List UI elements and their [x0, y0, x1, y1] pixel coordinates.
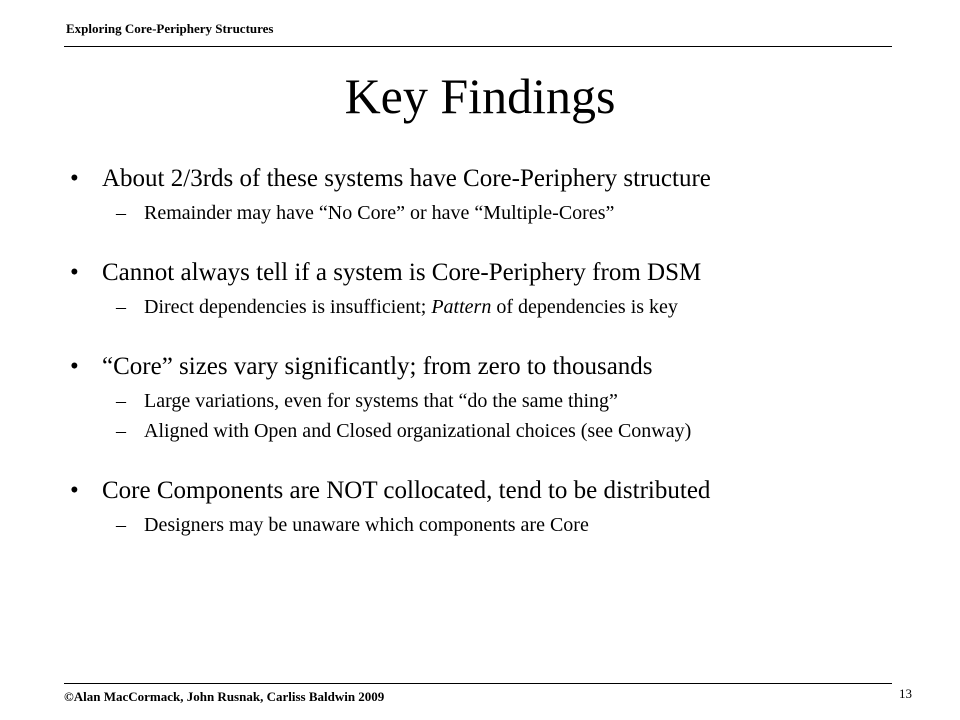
- footer-divider: [64, 683, 892, 684]
- sub-bullet-item: – Aligned with Open and Closed organizational choices (see Conway): [70, 416, 930, 446]
- header-divider: [64, 46, 892, 47]
- header-title: Exploring Core-Periphery Structures: [66, 21, 274, 36]
- sub-bullet-text: Direct dependencies is insufficient;: [144, 296, 432, 318]
- sub-bullet-item: – Remainder may have “No Core” or have “Multiple-Cores”: [70, 198, 930, 228]
- slide-title: Key Findings: [344, 68, 616, 124]
- footer-copyright: ©Alan MacCormack, John Rusnak, Carliss Baldwin 2009: [64, 689, 385, 704]
- sub-bullet-item: – Designers may be unaware which components are Core: [70, 510, 930, 540]
- bullet-item: • Core Components are NOT collocated, tend to be distributed: [70, 472, 930, 510]
- bullet-item: • About 2/3rds of these systems have Core-Periphery structure: [70, 160, 930, 198]
- sub-bullet-emphasis: Pattern: [431, 296, 492, 318]
- sub-bullet-text: of dependencies is key: [491, 296, 678, 318]
- sub-bullet-item: [70, 292, 930, 322]
- sub-bullet-item: – Large variations, even for systems that “do the same thing”: [70, 386, 930, 416]
- bullet-item: • Cannot always tell if a system is Core-Periphery from DSM: [70, 254, 930, 292]
- slide-content: [70, 160, 930, 540]
- bullet-item: • “Core” sizes vary significantly; from zero to thousands: [70, 348, 930, 386]
- page-number: 13: [899, 686, 912, 701]
